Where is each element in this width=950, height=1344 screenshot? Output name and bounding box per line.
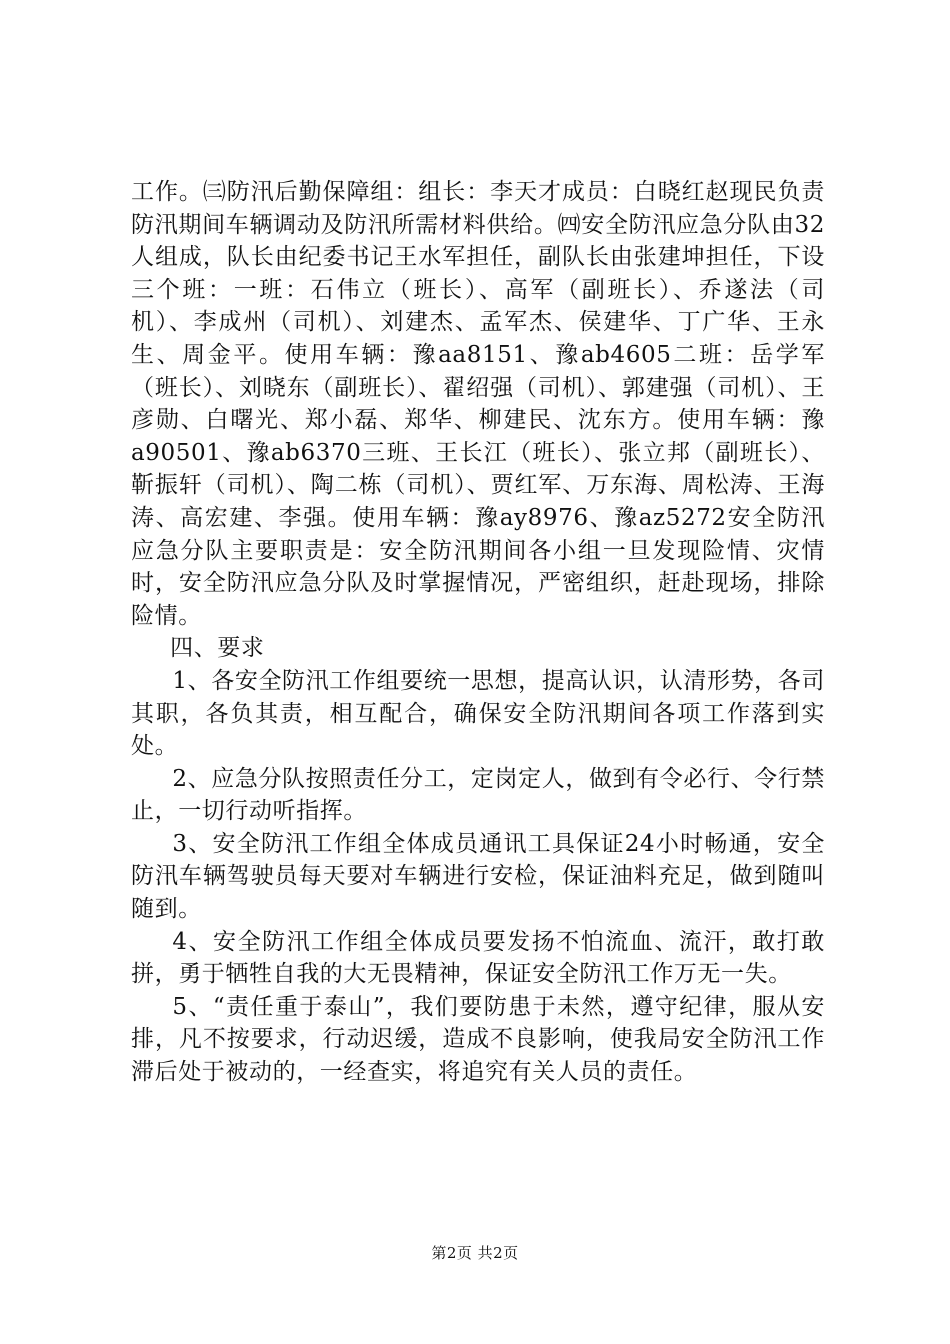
document-body xyxy=(131,176,825,1089)
paragraph-emergency-team: 工作。㈢防汛后勤保障组：组长：李天才成员：白晓红赵现民负责防汛期间车辆调动及防汛所需材料供给。㈣安全防汛应急分队由32人组成，队长由纪委书记王水军担任，副队长由张建坤担任，下设三个班：一班：石伟立（班长）、高军（副班长）、乔遂法（司机）、李成州（司机）、刘建杰、孟军杰、侯建华、丁广华、王永生、周金平。使用车辆：豫aa8151、豫ab4605二班：岳学军（班长）、刘晓东（副班长）、翟绍强（司机）、郭建强（司机）、王彦勋、白曙光、郑小磊、郑华、柳建民、沈东方。使用车辆：豫a90501、豫ab6370三班、王长江（班长）、张立邦（副班长）、靳振轩（司机）、陶二栋（司机）、贾红军、万东海、周松涛、王海涛、高宏建、李强。使用车辆：豫ay8976、豫az5272安全防汛应急分队主要职责是：安全防汛期间各小组一旦发现险情、灾情时，安全防汛应急分队及时掌握情况，严密组织，赶赴现场，排除险情。 xyxy=(131,179,825,629)
page-footer xyxy=(0,1243,950,1263)
requirement-item-4: 4、安全防汛工作组全体成员要发扬不怕流血、流汗，敢打敢拼，勇于牺牲自我的大无畏精神，保证安全防汛工作万无一失。 xyxy=(131,928,825,988)
requirement-item-2: 2、应急分队按照责任分工，定岗定人，做到有令必行、令行禁止，一切行动听指挥。 xyxy=(131,765,825,825)
requirement-item-3: 3、安全防汛工作组全体成员通讯工具保证24小时畅通，安全防汛车辆驾驶员每天要对车辆进行安检，保证油料充足，做到随叫随到。 xyxy=(131,830,825,923)
requirement-item-5: 5、“责任重于泰山”，我们要防患于未然，遵守纪律，服从安排，凡不按要求，行动迟缓，造成不良影响，使我局安全防汛工作滞后处于被动的，一经查实，将追究有关人员的责任。 xyxy=(131,993,825,1086)
requirement-item-1: 1、各安全防汛工作组要统一思想，提高认识，认清形势，各司其职，各负其责，相互配合，确保安全防汛期间各项工作落到实处。 xyxy=(131,667,825,760)
section-heading-requirements: 四、要求 xyxy=(170,635,265,662)
page-number-label: 第2页 共2页 xyxy=(431,1244,519,1262)
